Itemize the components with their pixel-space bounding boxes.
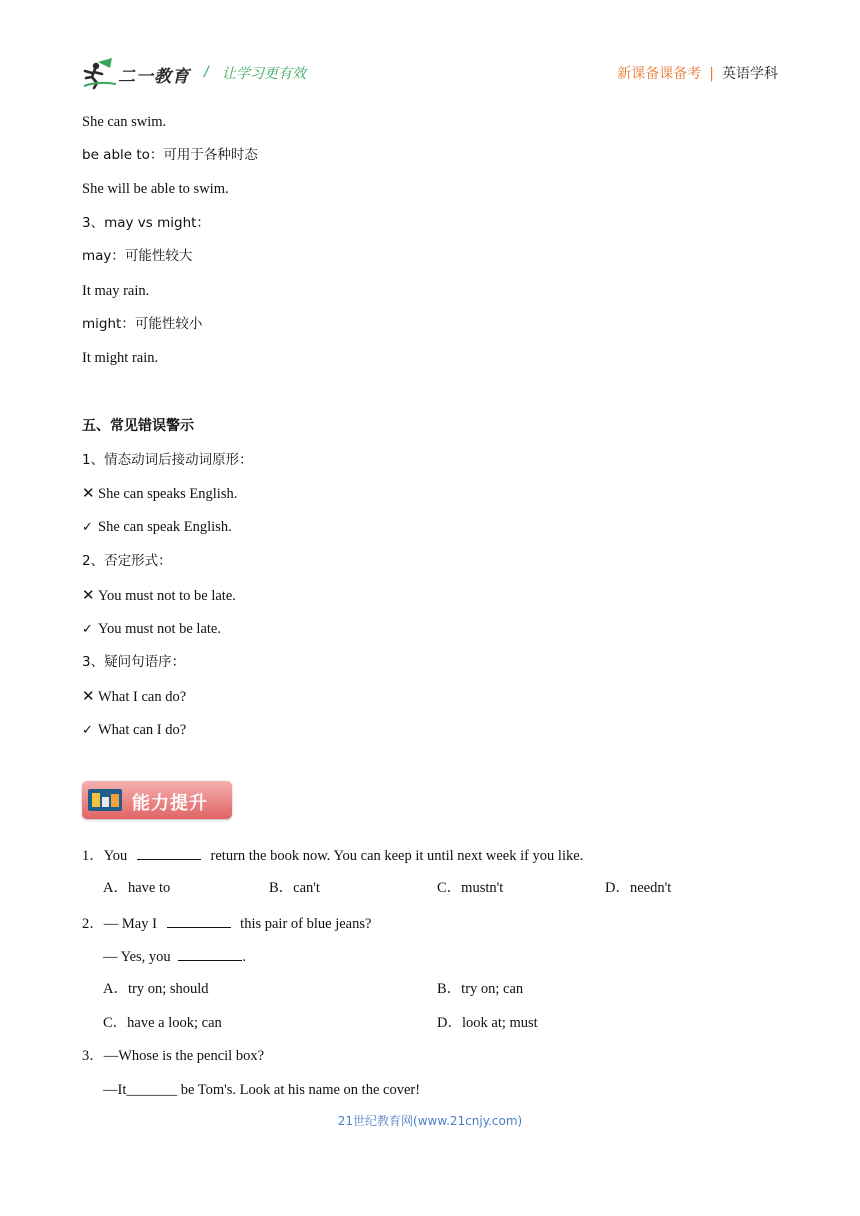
wrong-sentence: What I can do?: [98, 689, 187, 705]
wrong-sentence: You must not to be late.: [98, 588, 236, 604]
page-header: [82, 56, 778, 92]
header-tagline: 新课备课备考: [617, 66, 702, 82]
question-text-pre: You: [103, 848, 128, 864]
header-right: [617, 63, 778, 83]
content-line: It might rain.: [82, 350, 159, 366]
reply-pre: — Yes, you: [103, 949, 171, 965]
question-1: [82, 845, 583, 865]
content-line: She can swim.: [82, 114, 167, 130]
option-b: B．try on; can: [437, 981, 524, 997]
wrong-example: [82, 586, 236, 605]
question-number: 2．: [82, 916, 104, 932]
page-footer: 21世纪教育网(www.21cnjy.com): [337, 1114, 523, 1128]
content-line: may：可能性较大: [82, 248, 193, 264]
question-number: 3．: [82, 1048, 104, 1064]
wrong-example: [82, 687, 186, 706]
option-d: D．look at; must: [437, 1015, 538, 1031]
content-line: She will be able to swim.: [82, 181, 229, 197]
section-badge: [82, 781, 232, 819]
logo-text: 二一教育: [118, 67, 190, 87]
slogan-separator: /: [204, 64, 209, 80]
option-a: A．try on; should: [103, 981, 209, 997]
option-d: D．needn't: [605, 880, 672, 896]
check-icon: ✓: [82, 520, 93, 535]
header-separator: |: [709, 66, 714, 82]
option-c: C．mustn't: [437, 880, 504, 896]
question-text-pre: — May I: [103, 916, 157, 932]
slogan: 让学习更有效: [222, 66, 306, 82]
classroom-icon: [88, 789, 122, 811]
right-sentence: You must not be late.: [98, 621, 221, 637]
option-a: A．have to: [103, 880, 171, 896]
error-heading: 2、否定形式：: [82, 553, 172, 569]
right-sentence: She can speak English.: [98, 519, 232, 535]
question-text: —Whose is the pencil box?: [103, 1048, 265, 1064]
question-3-line2: —It_______ be Tom's. Look at his name on the cover!: [103, 1082, 421, 1098]
question-number: 1．: [82, 848, 104, 864]
option-c: C．have a look; can: [103, 1015, 222, 1031]
cross-icon: ✕: [82, 586, 95, 604]
runner-logo-icon: [82, 56, 122, 90]
right-example: [82, 620, 221, 639]
right-sentence: What can I do?: [98, 722, 187, 738]
section-title: 五、常见错误警示: [82, 418, 194, 434]
error-heading: 1、情态动词后接动词原形：: [82, 452, 253, 468]
question-2: [82, 913, 371, 933]
logo: [82, 56, 192, 90]
question-text-post: return the book now. You can keep it until next week if you like.: [210, 848, 584, 864]
question-text-post: this pair of blue jeans?: [240, 916, 372, 932]
check-icon: ✓: [82, 723, 93, 738]
cross-icon: ✕: [82, 687, 95, 705]
check-icon: ✓: [82, 622, 93, 637]
wrong-sentence: She can speaks English.: [98, 486, 238, 502]
right-example: [82, 518, 232, 537]
content-line: might：可能性较小: [82, 316, 203, 332]
wrong-example: [82, 484, 237, 503]
cross-icon: ✕: [82, 484, 95, 502]
content-line: It may rain.: [82, 283, 150, 299]
right-example: [82, 721, 186, 740]
option-b: B．can't: [269, 880, 320, 896]
content-line: 3、may vs might：: [82, 215, 210, 231]
reply-post: .: [242, 949, 246, 965]
answer-blank: [178, 946, 242, 961]
badge-label: 能力提升: [132, 793, 208, 814]
question-3: [82, 1047, 264, 1065]
answer-blank: [137, 845, 201, 860]
subject-label: 英语学科: [722, 66, 778, 82]
question-2-reply: [103, 946, 246, 966]
answer-blank: [167, 913, 231, 928]
content-line: be able to：可用于各种时态: [82, 147, 258, 163]
error-heading: 3、疑问句语序：: [82, 654, 186, 670]
